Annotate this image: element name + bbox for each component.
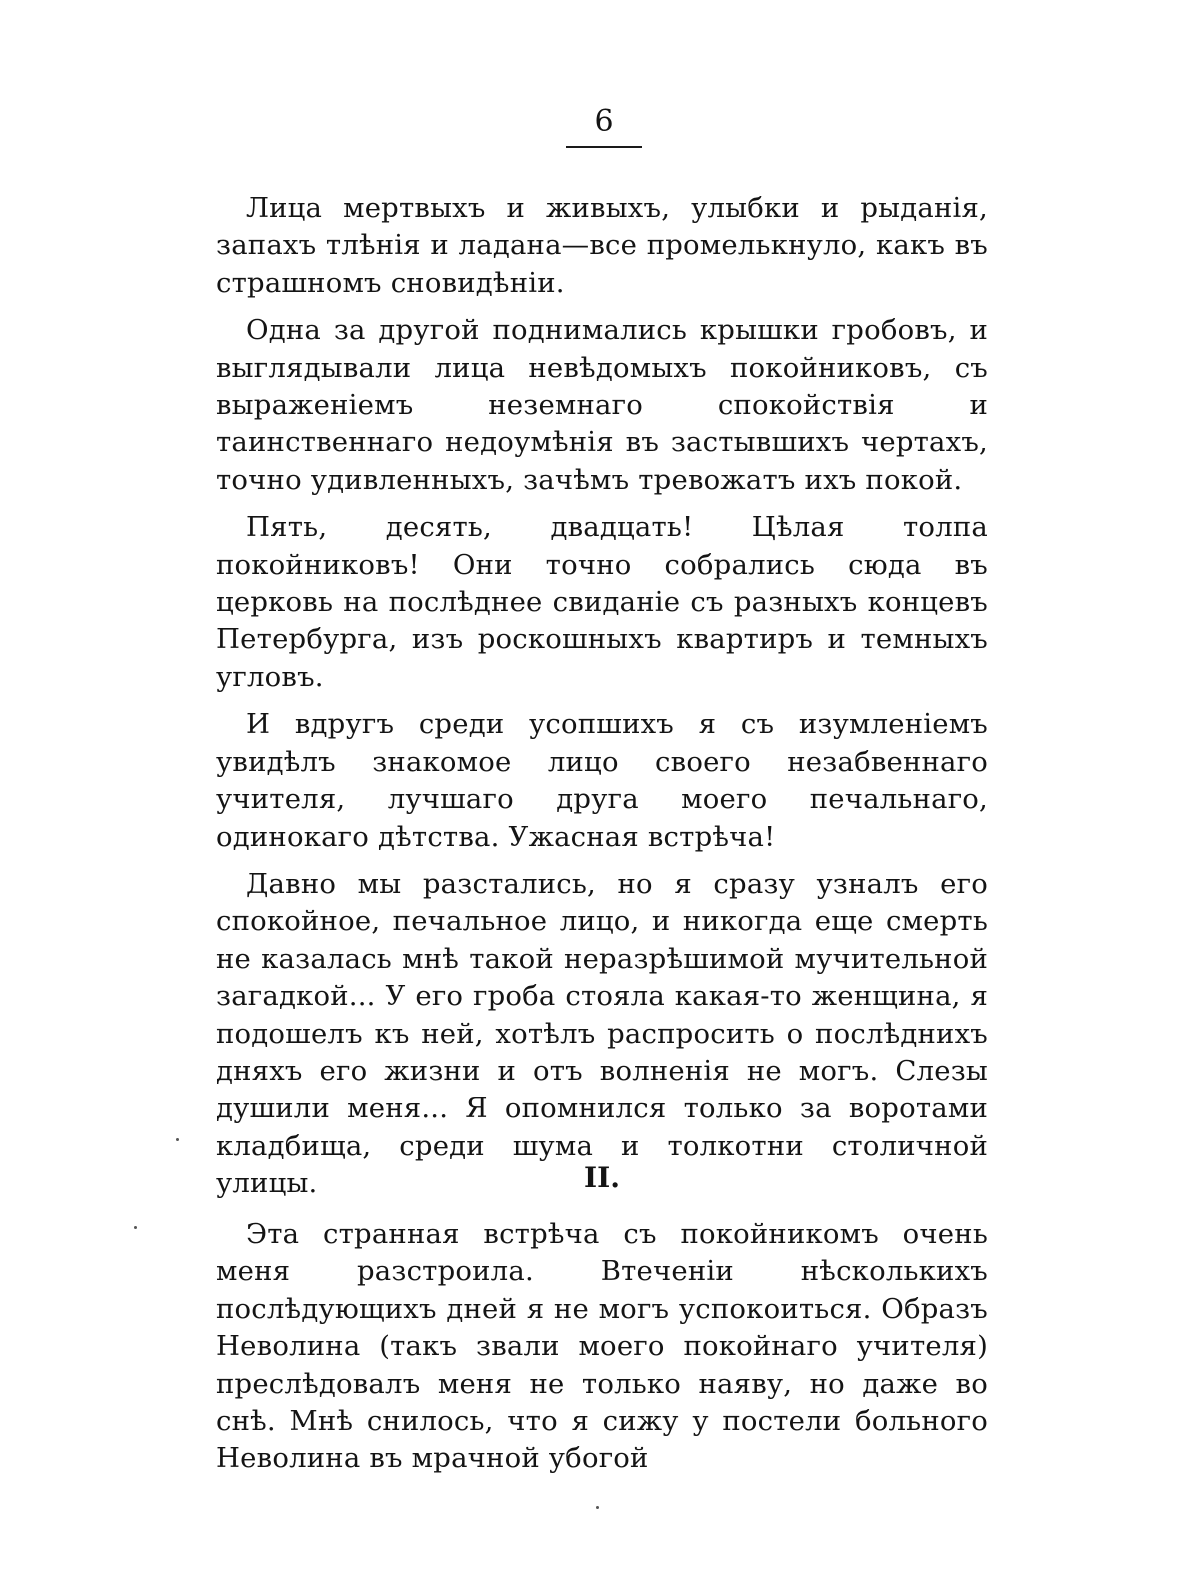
page-number: 6	[594, 104, 614, 139]
text-block-chapter	[216, 1216, 988, 1478]
scan-speck	[176, 1138, 179, 1141]
scan-speck	[134, 1226, 137, 1229]
page-number-rule	[566, 146, 642, 148]
chapter-heading: II.	[584, 1161, 620, 1194]
paragraph: Лица мертвыхъ и живыхъ, улыбки и рыданія, запахъ тлѣнія и ладана—все промелькнуло, какъ въ страшномъ сновидѣніи.	[216, 192, 988, 299]
scan-speck	[596, 1506, 599, 1509]
paragraph: Пять, десять, двадцать! Цѣлая толпа покойниковъ! Они точно собрались сюда въ церковь на послѣднее свиданіе съ разныхъ концевъ Петербурга, изъ роскошныхъ квартиръ и темныхъ угловъ.	[216, 511, 988, 693]
paragraph: Давно мы разстались, но я сразу узналъ его спокойное, печальное лицо, и никогда еще смерть не казалась мнѣ такой неразрѣшимой мучительной загадкой... У его гроба стояла какая-то женщина, я подошелъ къ ней, хотѣлъ распросить о послѣднихъ дняхъ его жизни и отъ волненія не могъ. Слезы душили меня... Я опомнился только за воротами кладбища, среди шума и толкотни столичной улицы.	[216, 867, 988, 1200]
paragraph: И вдругъ среди усопшихъ я съ изумленіемъ увидѣлъ знакомое лицо своего незабвеннаго учителя, лучшаго друга моего печальнаго, одинокаго дѣтства. Ужасная встрѣча!	[216, 708, 988, 853]
paragraph: Эта странная встрѣча съ покойникомъ очень меня разстроила. Втеченіи нѣсколькихъ послѣдующихъ дней я не могъ успокоиться. Образъ Неволина (такъ звали моего покойнаго учителя) преслѣдовалъ меня не только наяву, но даже во снѣ. Мнѣ снилось, что я сижу у постели больного Неволина въ мрачной убогой	[216, 1218, 988, 1475]
paragraph: Одна за другой поднимались крышки гробовъ, и выглядывали лица невѣдомыхъ покойниковъ, съ выраженіемъ неземнаго спокойствія и таинственнаго недоумѣнія въ застывшихъ чертахъ, точно удивленныхъ, зачѣмъ тревожатъ ихъ покой.	[216, 314, 988, 496]
text-block-continued	[216, 190, 988, 1203]
